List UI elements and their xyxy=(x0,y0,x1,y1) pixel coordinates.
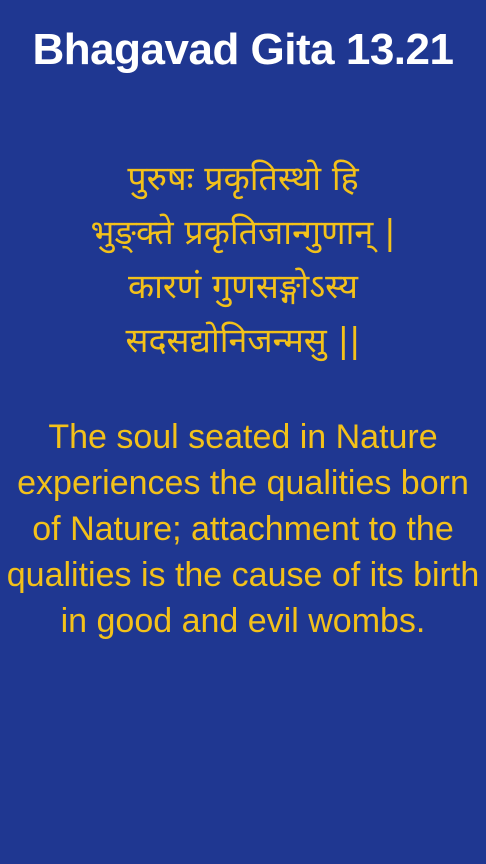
verse-line: कारणं गुणसङ्गोऽस्य xyxy=(127,267,359,307)
english-translation: The soul seated in Nature experiences the qualities born of Nature; attachment to the qualities is the cause of its birth in good and evil wombs. xyxy=(6,418,480,640)
page-title: Bhagavad Gita 13.21 xyxy=(32,25,454,74)
verse-line: सदसद्योनिजन्मसु || xyxy=(125,321,361,361)
verse-line: भुङ्क्ते प्रकृतिजान्गुणान् | xyxy=(90,213,396,253)
sanskrit-verse xyxy=(0,152,486,368)
verse-line: पुरुषः प्रकृतिस्थो हि xyxy=(127,159,359,199)
